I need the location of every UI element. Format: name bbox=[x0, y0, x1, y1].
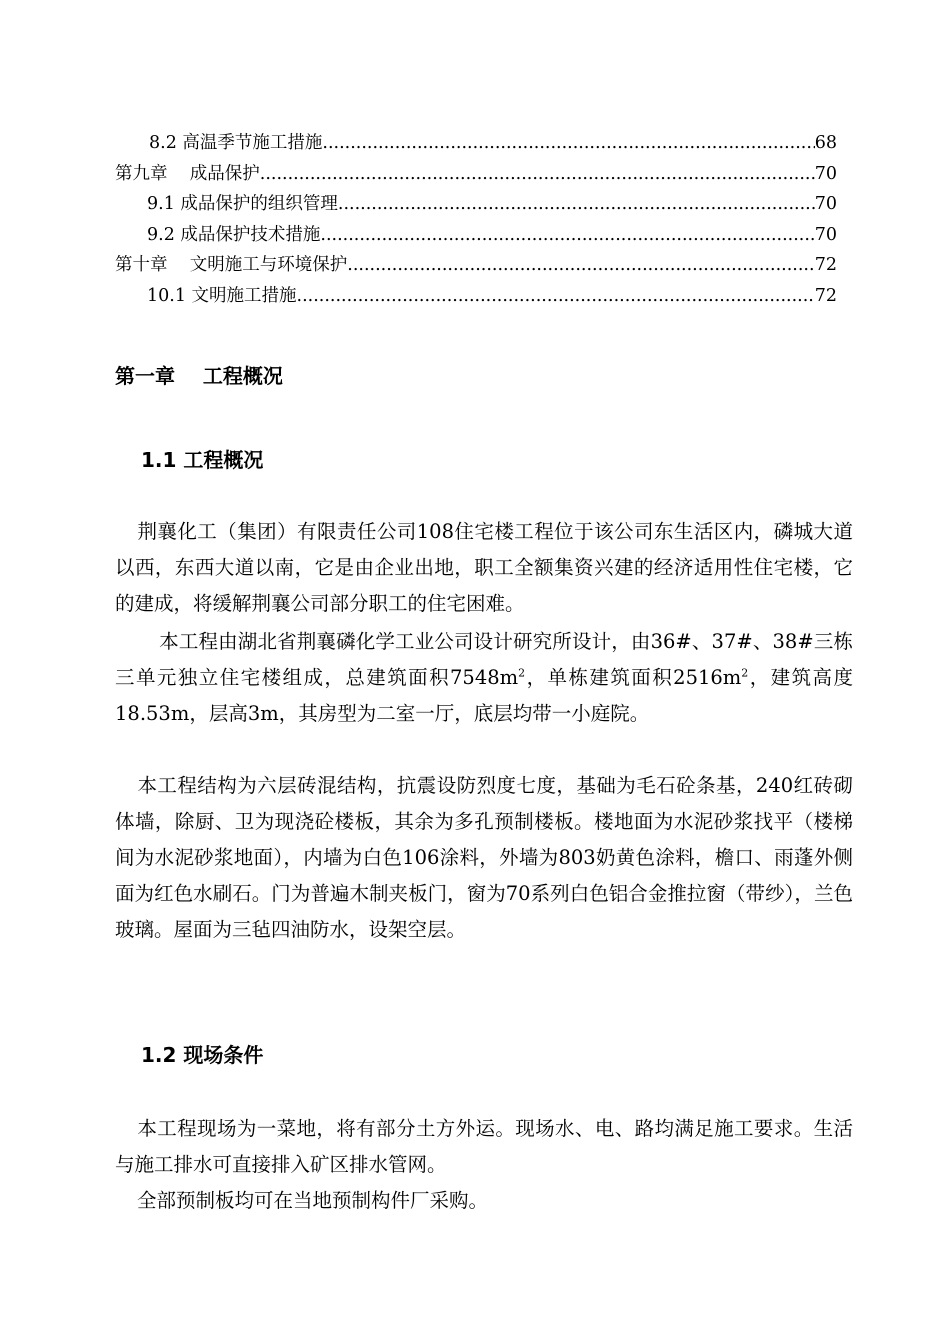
toc-leader bbox=[322, 128, 814, 159]
paragraph-site-conditions bbox=[115, 1111, 853, 1183]
toc-leader bbox=[347, 250, 814, 281]
toc-page-number: 70 bbox=[814, 224, 837, 245]
toc-label: 9.2 成品保护技术措施 bbox=[147, 224, 321, 245]
paragraph-project-overview bbox=[115, 514, 853, 622]
toc-label: 第九章 成品保护 bbox=[115, 163, 260, 184]
section-heading-1-1: 1.1 工程概况 bbox=[141, 448, 264, 472]
paragraph-text: ，建筑高度18.53m，层高3m，其房型为二室一厅，底层均带一小庭院。 bbox=[115, 666, 853, 725]
toc-entry[interactable] bbox=[115, 281, 837, 312]
toc-page-number: 72 bbox=[814, 255, 837, 275]
paragraph-design-info bbox=[115, 624, 853, 732]
paragraph-prefab bbox=[115, 1183, 853, 1219]
toc-label: 9.1 成品保护的组织管理 bbox=[147, 194, 338, 214]
chapter-title: 第一章 工程概况 bbox=[115, 364, 283, 388]
toc-leader bbox=[260, 159, 815, 190]
toc-entry[interactable] bbox=[115, 250, 837, 281]
toc-entry[interactable] bbox=[115, 159, 837, 190]
toc-entry[interactable] bbox=[115, 189, 837, 220]
paragraph-structure bbox=[115, 768, 853, 948]
paragraph-text: 本工程现场为一菜地，将有部分土方外运。现场水、电、路均满足施工要求。生活与施工排水可直接排入矿区排水管网。 bbox=[115, 1117, 853, 1176]
toc-page-number: 68 bbox=[814, 133, 837, 153]
toc-leader bbox=[338, 189, 815, 220]
toc-leader bbox=[297, 281, 815, 312]
toc-label: 10.1 文明施工措施 bbox=[147, 285, 297, 306]
paragraph-text: 本工程由湖北省荆襄磷化学工业公司设计研究所设计，由36#、37#、38#三栋三单元独立住宅楼组成，总建筑面积7548m bbox=[115, 630, 853, 689]
toc-label: 第十章 文明施工与环境保护 bbox=[115, 255, 348, 275]
paragraph-text: ，单栋建筑面积2516m bbox=[525, 666, 742, 689]
toc-entry[interactable] bbox=[115, 128, 837, 159]
superscript: 2 bbox=[741, 666, 749, 680]
toc-page-number: 70 bbox=[814, 194, 837, 214]
toc-entry[interactable] bbox=[115, 220, 837, 251]
paragraph-text: 全部预制板均可在当地预制构件厂采购。 bbox=[137, 1189, 489, 1212]
toc-page-number: 70 bbox=[814, 163, 837, 184]
paragraph-text: 本工程结构为六层砖混结构，抗震设防烈度七度，基础为毛石砼条基，240红砖砌体墙，除厨、卫为现浇砼楼板，其余为多孔预制楼板。楼地面为水泥砂浆找平（楼梯间为水泥砂浆地面），内墙为白色106涂料，外墙为803奶黄色涂料，檐口、雨蓬外侧面为红色水刷石。门为普遍木制夹板门，窗为70系列白色铝合金推拉窗（带纱），兰色玻璃。屋面为三毡四油防水，设架空层。 bbox=[115, 774, 853, 941]
toc-page-number: 72 bbox=[814, 285, 837, 306]
paragraph-text: 荆襄化工（集团）有限责任公司108住宅楼工程位于该公司东生活区内，磷城大道以西，东西大道以南，它是由企业出地，职工全额集资兴建的经济适用性住宅楼，它的建成，将缓解荆襄公司部分职工的住宅困难。 bbox=[115, 520, 853, 615]
toc-label: 8.2 高温季节施工措施 bbox=[149, 133, 323, 153]
section-heading-1-2: 1.2 现场条件 bbox=[141, 1043, 264, 1067]
superscript: 2 bbox=[518, 666, 526, 680]
toc-leader bbox=[320, 220, 814, 251]
table-of-contents bbox=[115, 128, 837, 311]
